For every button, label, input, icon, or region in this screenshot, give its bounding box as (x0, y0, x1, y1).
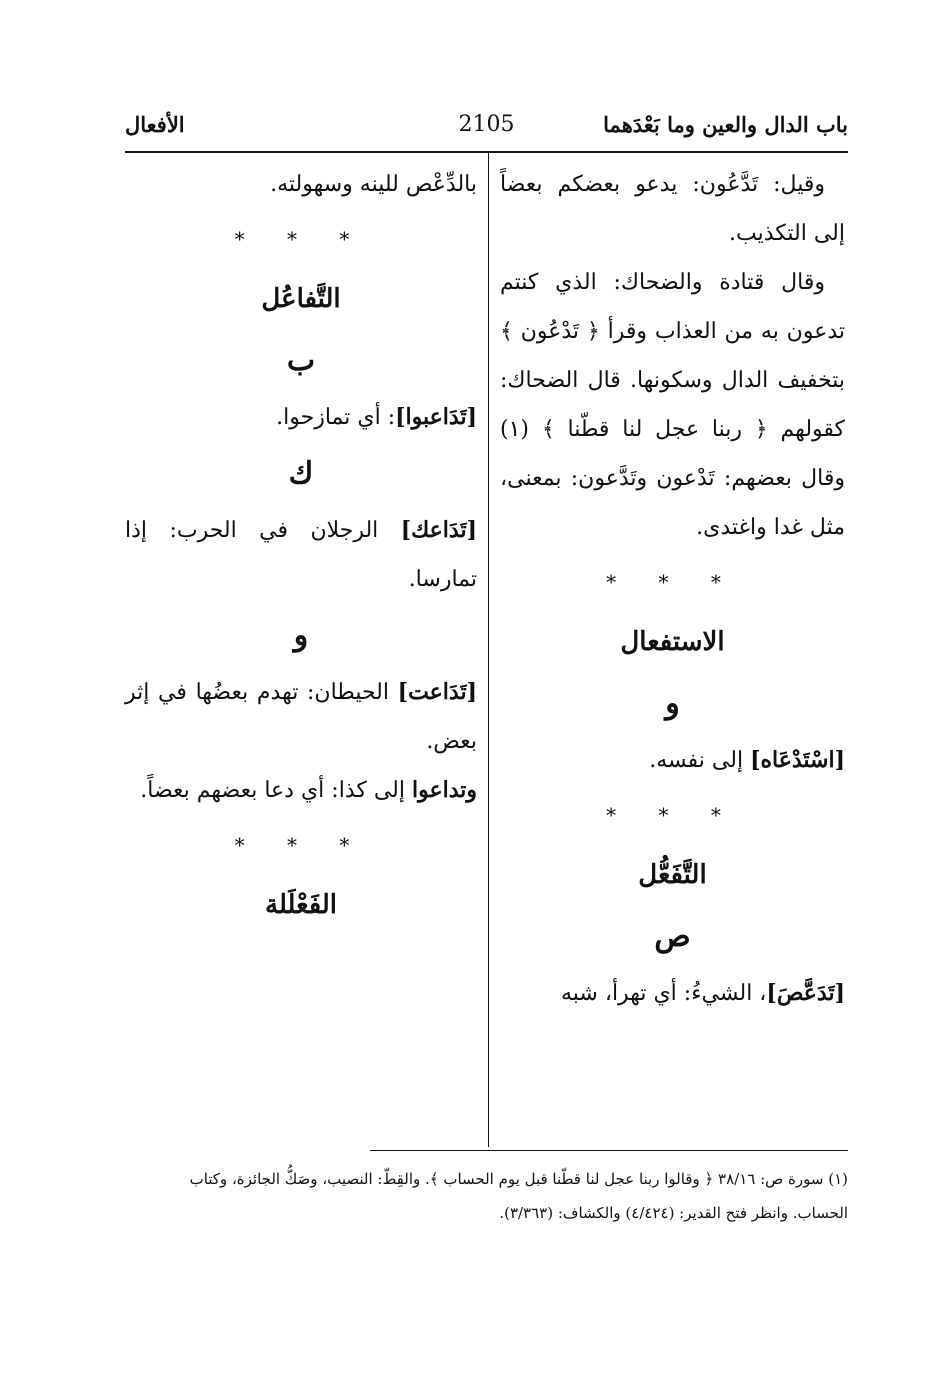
entry-headword: [تَدَاعت] (397, 679, 477, 705)
page-header (125, 112, 848, 152)
footnote-rule (370, 1150, 848, 1151)
entry-headword: [تَدَاعك] (400, 517, 477, 543)
dictionary-entry (125, 393, 477, 442)
dictionary-entry (500, 969, 845, 1018)
paragraph: وقال قتادة والضحاك: الذي كنتم تدعون به من العذاب وقرأ ﴿ تَدْعُون ﴾ بتخفيف الدال وسكونها. قال الضحاك: كقولهم ﴿ ربنا عجل لنا قطّنا ﴾ (١) وقال بعضهم: تَدْعون وتَدَّعون: بمعنى، مثل غدا واغتدى. (500, 270, 845, 540)
entry-headword: [تَدَاعبوا] (395, 404, 477, 430)
column-divider (488, 152, 489, 1147)
entry-definition: : أي تمازحوا. (276, 405, 396, 430)
footnote-line: الحساب. وانظر فتح القدير: (٤/٤٢٤) والكشاف: (٣/٣٦٣). (499, 1204, 848, 1222)
paragraph: بالدِّعْص للينه وسهولته. (270, 172, 477, 197)
right-column (500, 160, 845, 1018)
letter-heading: ص (654, 919, 691, 954)
dictionary-entry (125, 506, 477, 604)
section-separator: * * * (234, 227, 368, 251)
letter-heading: و (665, 686, 680, 721)
header-rule (125, 151, 848, 153)
entry-definition: إلى كذا: أي دعا بعضهم بعضاً. (140, 778, 412, 803)
entry-headword: [تَدَعَّصَ] (766, 980, 845, 1006)
footnotes (125, 1162, 848, 1230)
section-heading: التَّفَعُّل (638, 860, 707, 890)
letter-heading: ك (288, 456, 314, 491)
page-number: 2105 (458, 112, 515, 137)
entry-definition: الحيطان: تهدم بعضُها في إثر بعض. (125, 680, 477, 754)
section-heading: التَّفاعُل (261, 284, 341, 314)
entry-definition: الرجلان في الحرب: إذا تمارسا. (125, 518, 477, 592)
dictionary-entry (125, 668, 477, 766)
entry-headword: [اسْتَدْعَاه] (750, 747, 845, 773)
section-separator: * * * (234, 833, 368, 857)
left-column (125, 160, 477, 935)
section-separator: * * * (606, 570, 739, 594)
entry-definition: ، الشيءُ: أي تهرأ، شبه (560, 981, 767, 1006)
letter-heading: و (293, 618, 309, 653)
entry-headword: وتداعوا (411, 777, 477, 803)
section-separator: * * * (606, 803, 739, 827)
dictionary-entry (125, 766, 477, 815)
dictionary-entry (500, 736, 845, 785)
letter-heading: ب (286, 343, 316, 378)
section-heading: الاستفعال (620, 627, 725, 657)
footnote-line: (١) سورة ص: ٣٨/١٦ ﴿ وقالوا ربنا عجل لنا قطّنا قبل يوم الحساب ﴾. والقِطّ: النصيب، وصَكُّ الجائزة، وكتاب (189, 1170, 848, 1188)
paragraph: وقيل: تَدَّعُون: يدعو بعضكم بعضاً إلى التكذيب. (500, 172, 845, 246)
section-heading: الفَعْلَلة (265, 890, 337, 920)
entry-definition: إلى نفسه. (649, 748, 751, 773)
chapter-title: باب الدال والعين وما بَعْدَهما (603, 112, 848, 137)
section-label: الأفعال (125, 112, 185, 137)
